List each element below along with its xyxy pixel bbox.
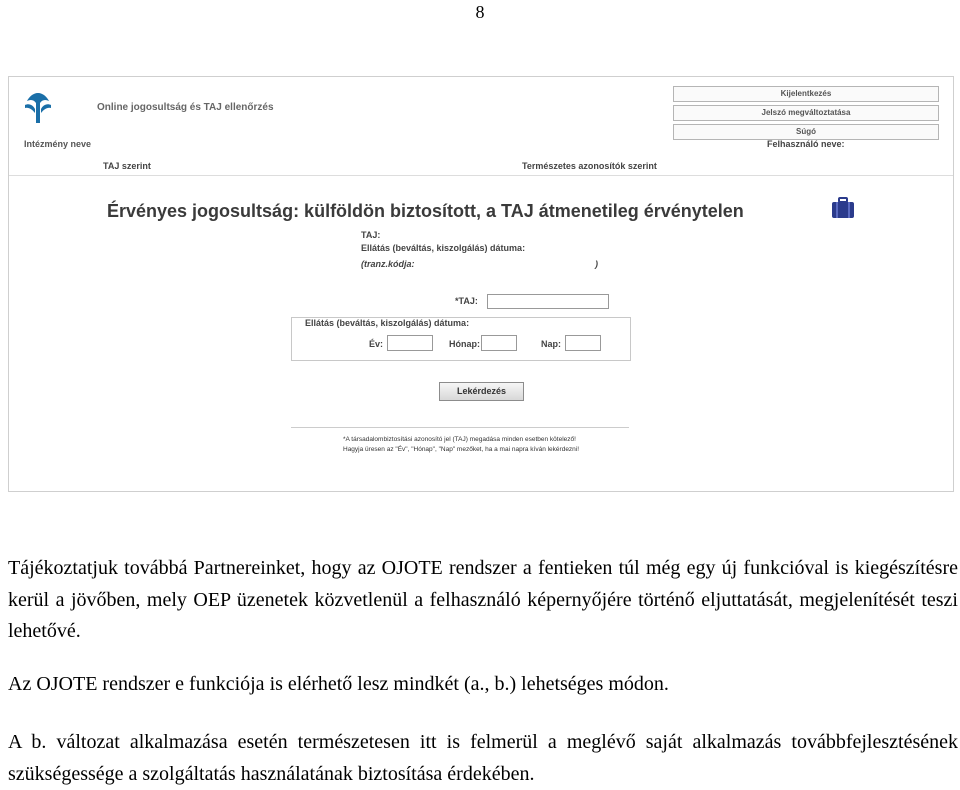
info-tranz-close: ): [595, 259, 598, 269]
paragraph-3: A b. változat alkalmazása esetén természetesen itt is felmerül a meglévő saját alkalmazás továbbfejlesztésének szükségessége a szolgáltatás használatának biztosítása érdekében.: [8, 731, 958, 785]
note-divider: [291, 427, 629, 428]
paragraph-1: Tájékoztatjuk továbbá Partnereinket, hogy az OJOTE rendszer a fentieken túl még egy új funkcióval is kiegészítésre kerül a jövőben, mely OEP üzenetek közvetlenül a felhasználó képernyőjére történő eljuttatását, megjelenítését teszi lehetővé.: [8, 557, 958, 642]
query-button[interactable]: Lekérdezés: [439, 382, 524, 401]
note-today: Hagyja üresen az "Év", "Hónap", "Nap" mezőket, ha a mai napra kíván lekérdezni!: [343, 446, 580, 453]
year-input[interactable]: [387, 335, 433, 351]
institution-label: Intézmény neve: [24, 139, 92, 149]
status-title: Érvényes jogosultság: külföldön biztosított, a TAJ átmenetileg érvénytelen: [107, 201, 744, 221]
ojote-screenshot: [8, 76, 954, 492]
oep-logo-icon: [23, 89, 53, 125]
app-title: Online jogosultság és TAJ ellenőrzés: [97, 102, 274, 113]
tab-taj[interactable]: TAJ szerint: [103, 161, 151, 171]
change-password-button[interactable]: Jelszó megváltoztatása: [673, 105, 939, 121]
month-label: Hónap:: [449, 339, 480, 349]
day-input[interactable]: [565, 335, 601, 351]
logout-button[interactable]: Kijelentkezés: [673, 86, 939, 102]
tab-bar: [9, 157, 953, 176]
username-label: Felhasználó neve:: [767, 139, 845, 149]
note-required: *A társadalombiztosítási azonosító jel (TAJ) megadása minden esetben kötelező!: [343, 436, 576, 443]
info-taj: TAJ:: [361, 230, 381, 240]
day-label: Nap:: [541, 339, 561, 349]
year-label: Év:: [369, 339, 384, 349]
taj-input[interactable]: [487, 294, 609, 309]
help-button[interactable]: Súgó: [673, 124, 939, 140]
info-date: Ellátás (beváltás, kiszolgálás) dátuma:: [361, 243, 526, 253]
paragraph-2: Az OJOTE rendszer e funkciója is elérhető lesz mindkét (a., b.) lehetséges módon.: [8, 673, 669, 695]
briefcase-icon: [831, 197, 855, 219]
tab-natural-identifiers[interactable]: Természetes azonosítók szerint: [522, 161, 657, 171]
date-legend: Ellátás (beváltás, kiszolgálás) dátuma:: [305, 318, 470, 328]
month-input[interactable]: [481, 335, 517, 351]
page-number: 8: [475, 2, 485, 22]
top-button-group: [673, 86, 939, 143]
taj-label: *TAJ:: [455, 296, 478, 306]
info-tranz: (tranz.kódja:: [361, 259, 415, 269]
